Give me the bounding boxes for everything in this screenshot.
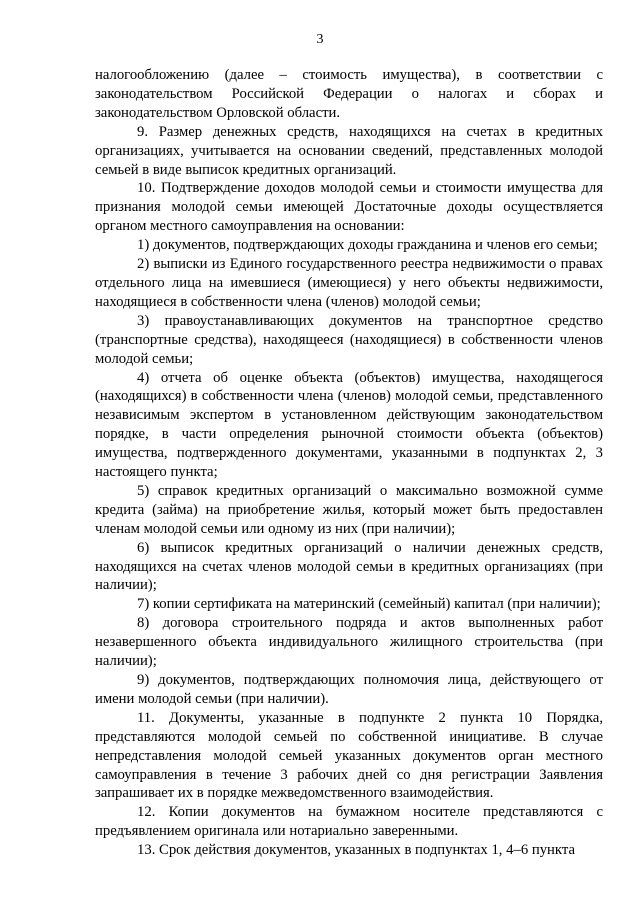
subitem-10-6: 6) выписок кредитных организаций о наличии денежных средств, находящихся на счетах членов молодой семьи в кредитных организациях (при наличии);	[95, 539, 603, 594]
subitem-10-9: 9) документов, подтверждающих полномочия лица, действующего от имени молодой семьи (при наличии).	[95, 672, 603, 707]
paragraph-item-11: 11. Документы, указанные в подпункте 2 пункта 10 Порядка, представляются молодой семьей по собственной инициативе. В случае непредставления молодой семьей указанных документов орган местного самоуправления в течение 3 рабочих дней со дня регистрации Заявления запрашивает их в порядке межведомственного взаимодействия.	[95, 709, 603, 802]
paragraph-item-12: 12. Копии документов на бумажном носителе представляются с предъявлением оригинала или нотариально заверенными.	[95, 804, 603, 840]
document-body	[95, 66, 603, 860]
page-number: 3	[316, 32, 324, 47]
paragraph-item-9: 9. Размер денежных средств, находящихся на счетах в кредитных организациях, учитывается на основании сведений, представленных молодой семьей в виде выписок кредитных организаций.	[95, 123, 603, 178]
paragraph-continuation: налогообложению (далее – стоимость имущества), в соответствии с законодательством Российской Федерации о налогах и сборах и законодательством Орловской области.	[95, 67, 603, 121]
subitem-10-1: 1) документов, подтверждающих доходы гражданина и членов его семьи;	[137, 237, 598, 254]
subitem-10-8: 8) договора строительного подряда и актов выполненных работ незавершенного объекта индивидуального жилищного строительства (при наличии);	[95, 615, 603, 670]
subitem-10-7: 7) копии сертификата на материнский (семейный) капитал (при наличии);	[137, 596, 601, 613]
paragraph-item-13: 13. Срок действия документов, указанных в подпунктах 1, 4–6 пункта	[137, 842, 575, 859]
subitem-10-4: 4) отчета об оценке объекта (объектов) имущества, находящегося (находящихся) в собственности члена (членов) молодой семьи, представленного независимым экспертом в установленном действующим законодательством порядке, в части определения рыночной стоимости объекта (объектов) имущества, подтвержденного документами, указанными в подпунктах 2, 3 настоящего пункта;	[95, 369, 603, 481]
subitem-10-2: 2) выписки из Единого государственного реестра недвижимости о правах отдельного лица на имевшиеся (имеющиеся) у него объекты недвижимости, находящиеся в собственности члена (членов) молодой семьи;	[95, 256, 603, 310]
subitem-10-3: 3) правоустанавливающих документов на транспортное средство (транспортные средства), находящееся (находящиеся) в собственности членов молодой семьи;	[95, 312, 603, 367]
paragraph-item-10: 10. Подтверждение доходов молодой семьи и стоимости имущества для признания молодой семьи имеющей Достаточные доходы осуществляется органом местного самоуправления на основании:	[95, 180, 603, 235]
subitem-10-5: 5) справок кредитных организаций о максимально возможной сумме кредита (займа) на приобретение жилья, который может быть предоставлен членам молодой семьи или одному из них (при наличии);	[95, 482, 603, 537]
